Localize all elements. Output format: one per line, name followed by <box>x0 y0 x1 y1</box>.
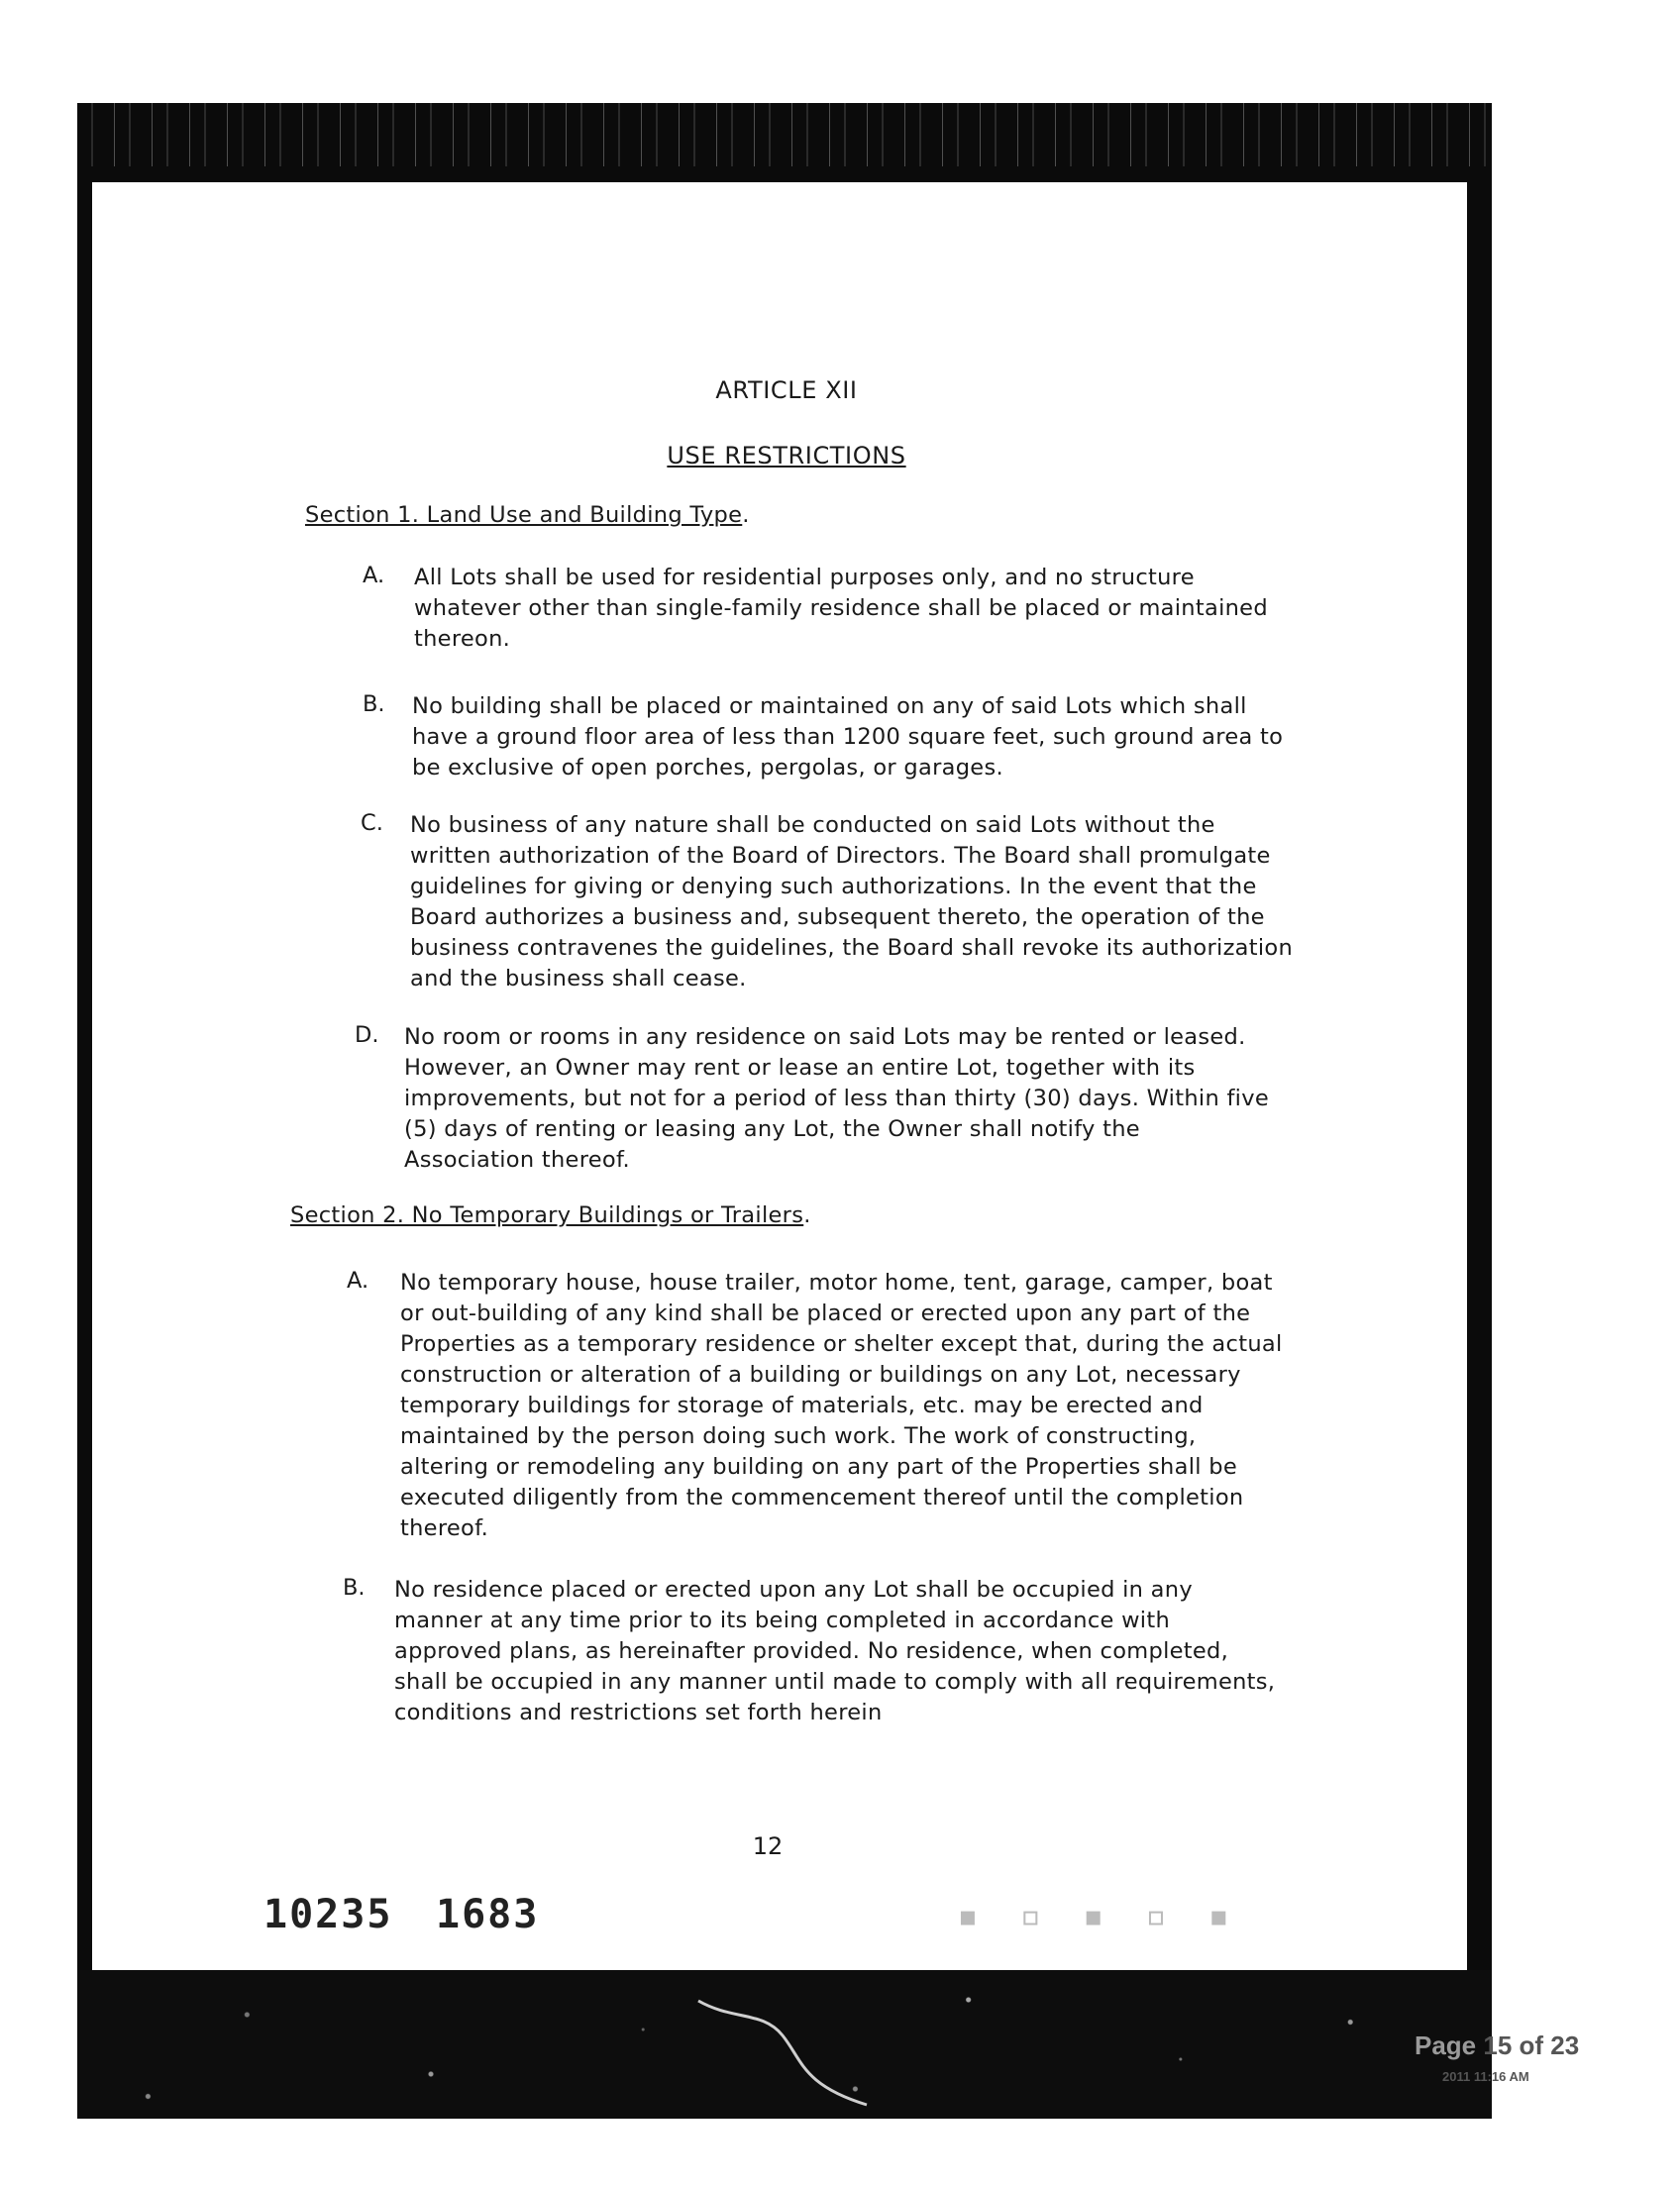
paragraph-2b: No residence placed or erected upon any Lot shall be occupied in any manner at any time prior to its being completed in accordance with approved plans, as hereinafter provided. No residence, when completed, shall be occupied in any manner until made to comply with all requirements, conditions and restrictions set forth herein <box>394 1577 1276 1725</box>
viewer-page-counter <box>1415 2031 1579 2061</box>
recording-page-number: 1683 <box>436 1892 540 1937</box>
recording-book-number: 10235 <box>263 1892 393 1937</box>
item-letter: A. <box>347 1268 369 1294</box>
page-number: 12 <box>752 1832 784 1860</box>
paragraph-1c: No business of any nature shall be conducted on said Lots without the written authorization of the Board of Directors. The Board shall promulgate guidelines for giving or denying such authorizations. In the event that the Board authorizes a business and, subsequent thereto, the operation of the business contravenes the guidelines, the Board shall revoke its authorization and the business shall cease. <box>410 812 1294 991</box>
paragraph-1b: No building shall be placed or maintained on any of said Lots which shall have a ground floor area of less than 1200 square feet, such ground area to be exclusive of open porches, pergolas, or garages. <box>412 693 1284 781</box>
page-prefix: Page <box>1415 2031 1477 2060</box>
scan-top-border <box>77 103 1492 166</box>
paragraph-2a: No temporary house, house trailer, motor home, tent, garage, camper, boat or out-building of any kind shall be placed or erected upon any part of the Properties as a temporary residence or shelter except that, during the actual construction or alteration of a building or buildings on any Lot, necessary temporary buildings for storage of materials, etc. may be erected and maintained by the person doing such work. The work of constructing, altering or remodeling any building on any part of the Properties shall be executed diligently from the commencement thereof until the completion thereof. <box>400 1270 1283 1541</box>
item-letter: D. <box>355 1022 379 1048</box>
viewer-timestamp: 2011 11:16 AM <box>1442 2069 1529 2084</box>
page-count: 15 of 23 <box>1483 2031 1580 2060</box>
paragraph-1d: No room or rooms in any residence on said Lots may be rented or leased. However, an Owner may rent or lease an entire Lot, together with its improvements, but not for a period of less than thirty (30) days. Within five (5) days of renting or leasing any Lot, the Owner shall notify the Association thereof. <box>404 1024 1269 1173</box>
section-2-title: Section 2. No Temporary Buildings or Trailers. <box>290 1202 811 1228</box>
item-letter: A. <box>363 563 385 588</box>
item-letter: B. <box>343 1575 366 1601</box>
paragraph-1a: All Lots shall be used for residential purposes only, and no structure whatever other than single-family residence shall be placed or maintained thereon. <box>414 565 1268 652</box>
item-letter: B. <box>363 691 385 717</box>
section-heading: USE RESTRICTIONS <box>667 442 906 469</box>
article-title: ARTICLE XII <box>715 376 858 404</box>
section-1-title: Section 1. Land Use and Building Type. <box>305 502 750 528</box>
faded-stamp: ▪ ▫ ▪ ▫ ▪ <box>957 1896 1240 1936</box>
item-letter: C. <box>361 810 383 836</box>
scan-artifact-curve <box>693 1991 872 2110</box>
